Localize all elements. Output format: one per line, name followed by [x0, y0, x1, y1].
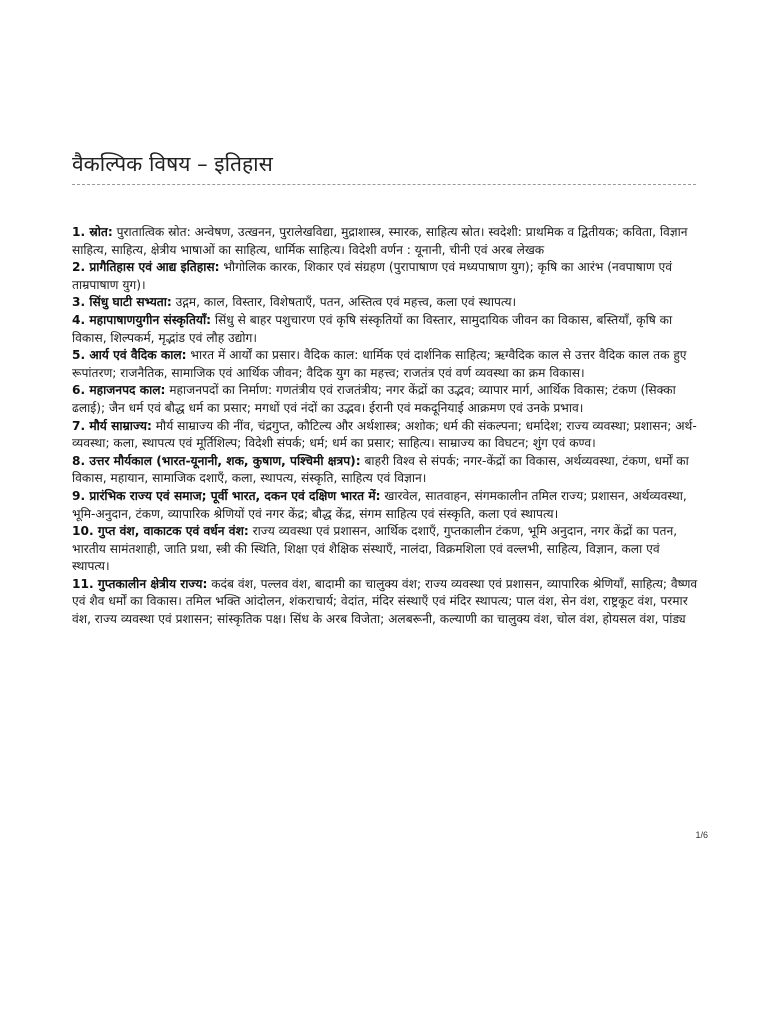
item-text: पुरातात्विक स्रोत: अन्वेषण, उत्खनन, पुरालेखविद्या, मुद्राशास्त्र, स्मारक, साहित्य स्रोत। स्वदेशी: प्राथमिक व द्वितीयक; कविता, विज्ञान साहित्य, साहित्य, क्षेत्रीय भाषाओं का साहित्य, धार्मिक साहित्य। विदेशी वर्णन : यूनानी, चीनी एवं अरब लेखक	[72, 225, 688, 257]
item-text: उद्गम, काल, विस्तार, विशेषताएँ, पतन, अस्तित्व एवं महत्त्व, कला एवं स्थापत्य।	[171, 295, 517, 310]
list-item	[72, 523, 698, 576]
list-item	[72, 382, 698, 417]
item-heading: 1. स्रोत:	[72, 225, 113, 239]
item-heading: 6. महाजनपद काल:	[72, 383, 166, 398]
item-heading: 5. आर्य एवं वैदिक काल:	[72, 348, 187, 363]
list-item	[72, 418, 698, 453]
item-heading: 11. गुप्तकालीन क्षेत्रीय राज्य:	[72, 576, 208, 591]
item-text: बाहरी विश्व से संपर्क; नगर-केंद्रों का विकास, अर्थव्यवस्था, टंकण, धर्मों का विकास, महायान, सामाजिक दशाएँ, कला, स्थापत्य, संस्कृति, साहित्य एवं विज्ञान।	[72, 453, 689, 486]
list-item	[72, 224, 698, 259]
item-text: भारत में आर्यों का प्रसार। वैदिक काल: धार्मिक एवं दार्शनिक साहित्य; ऋग्वैदिक काल से उत्तर वैदिक काल तक हुए रूपांतरण; राजनैतिक, सामाजिक एवं आर्थिक जीवन; वैदिक युग का महत्त्व; राजतंत्र एवं वर्ण व्यवस्था का क्रम विकास।	[72, 348, 687, 380]
list-item	[72, 488, 698, 523]
item-text: मौर्य साम्राज्य की नींव, चंद्रगुप्त, कौटिल्य और अर्थशास्त्र; अशोक; धर्म की संकल्पना; धर्मादेश; राज्य व्यवस्था; प्रशासन; अर्थ-व्यवस्था; कला, स्थापत्य एवं मूर्तिशिल्प; विदेशी संपर्क; धर्म; धर्म का प्रसार; साहित्य। साम्राज्य का विघटन; शुंग एवं कण्व।	[72, 418, 697, 451]
item-heading: 7. मौर्य साम्राज्य:	[72, 418, 152, 433]
item-heading: 2. प्रागैतिहास एवं आद्य इतिहास:	[72, 260, 220, 275]
item-text: भौगोलिक कारक, शिकार एवं संग्रहण (पुरापाषाण एवं मध्यपाषाण युग); कृषि का आरंभ (नवपाषाण एवं ताम्रपाषाण युग)।	[72, 260, 673, 292]
list-item	[72, 259, 698, 294]
item-text: सिंधु से बाहर पशुचारण एवं कृषि संस्कृतियों का विस्तार, सामुदायिक जीवन का विकास, बस्तियाँ, कृषि का विकास, शिल्पकर्म, मृद्भांड एवं लौह उद्योग।	[72, 312, 673, 345]
item-heading: 3. सिंधु घाटी सभ्यता:	[72, 295, 172, 310]
item-heading: 10. गुप्त वंश, वाकाटक एवं वर्धन वंश:	[72, 524, 249, 539]
item-heading: 4. महापाषाणयुगीन संस्कृतियाँ:	[72, 312, 211, 327]
syllabus-list	[72, 224, 698, 629]
page-title: वैकल्पिक विषय – इतिहास	[72, 152, 273, 176]
list-item	[72, 576, 698, 629]
item-text: खारवेल, सातवाहन, संगमकालीन तमिल राज्य; प्रशासन, अर्थव्यवस्था, भूमि-अनुदान, टंकण, व्यापारिक श्रेणियों एवं नगर केंद्र; बौद्ध केंद्र, संगम साहित्य एवं संस्कृति, कला एवं स्थापत्य।	[72, 488, 687, 521]
item-text: महाजनपदों का निर्माण: गणतंत्रीय एवं राजतंत्रीय; नगर केंद्रों का उद्भव; व्यापार मार्ग, आर्थिक विकास; टंकण (सिक्का ढलाई); जैन धर्म एवं बौद्ध धर्म का प्रसार; मगधों एवं नंदों का उद्भव। ईरानी एवं मकदूनियाई आक्रमण एवं उनके प्रभाव।	[72, 383, 676, 415]
item-text: राज्य व्यवस्था एवं प्रशासन, आर्थिक दशाएँ, गुप्तकालीन टंकण, भूमि अनुदान, नगर केंद्रों का पतन, भारतीय सामंतशाही, जाति प्रथा, स्त्री की स्थिति, शिक्षा एवं शैक्षिक संस्थाएँ, नालंदा, विक्रमशिला एवं वल्लभी, साहित्य, विज्ञान, कला एवं स्थापत्य।	[72, 524, 678, 574]
list-item	[72, 294, 698, 312]
list-item	[72, 347, 698, 382]
page-number: 1/6	[695, 830, 708, 840]
list-item	[72, 453, 698, 488]
item-heading: 8. उत्तर मौर्यकाल (भारत-यूनानी, शक, कुषाण, पश्चिमी क्षत्रप):	[72, 453, 361, 468]
item-heading: 9. प्रारंभिक राज्य एवं समाज; पूर्वी भारत, दकन एवं दक्षिण भारत में:	[72, 488, 381, 503]
list-item	[72, 312, 698, 347]
item-text: कदंब वंश, पल्लव वंश, बादामी का चालुक्य वंश; राज्य व्यवस्था एवं प्रशासन, व्यापारिक श्रेणियाँ, साहित्य; वैष्णव एवं शैव धर्मों का विकास। तमिल भक्ति आंदोलन, शंकराचार्य; वेदांत, मंदिर संस्थाएँ एवं मंदिर स्थापत्य; पाल वंश, सेन वंश, राष्ट्रकूट वंश, परमार वंश, राज्य व्यवस्था एवं प्रशासन; सांस्कृतिक पक्ष। सिंध के अरब विजेता; अलबरूनी, कल्याणी का चालुक्य वंश, चोल वंश, होयसल वंश, पांड्य	[72, 576, 698, 627]
dashed-divider	[72, 184, 696, 185]
